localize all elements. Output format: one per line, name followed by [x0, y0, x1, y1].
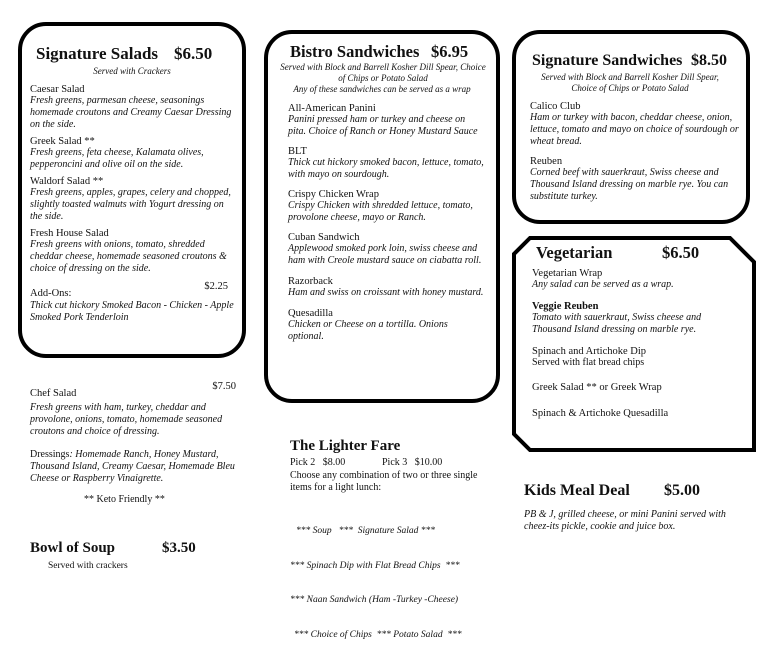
- kids-desc: PB & J, grilled cheese, or mini Panini served with cheez-its pickle, cookie and juice box.: [524, 509, 726, 532]
- menu-item-desc: Ham or turkey with bacon, cheddar cheese, onion, lettuce, tomato and mayo on choice of sourdough or wheat bread.: [530, 112, 739, 147]
- salads-subtitle: Served with Crackers: [93, 66, 171, 76]
- menu-item-name: Veggie Reuben: [532, 301, 599, 312]
- menu-item-desc: Fresh greens, apples, grapes, celery and chopped, slightly toasted walmuts with Yogurt dressing on the side.: [30, 187, 231, 222]
- bistro-list: [288, 103, 484, 343]
- chef-salad: [30, 381, 242, 438]
- signature-title: Signature Sandwiches: [532, 52, 683, 69]
- menu-item-name: Greek Salad ** or Greek Wrap: [532, 382, 662, 393]
- menu-item-name: Cuban Sandwich: [288, 232, 360, 243]
- bistro-subtitle-wrap: Any of these sandwiches can be served as a wrap: [293, 84, 471, 94]
- salads-list: [30, 84, 238, 324]
- menu-item-desc: Fresh greens, parmesan cheese, seasonings homemade croutons and Creamy Caesar Dressing on the side.: [30, 95, 232, 130]
- addons-desc: Thick cut hickory Smoked Bacon - Chicken - Apple Smoked Pork Tenderloin: [30, 300, 234, 323]
- signature-price: $8.50: [691, 52, 727, 69]
- menu-item-name: Greek Salad **: [30, 136, 95, 147]
- dressings: [30, 449, 242, 485]
- bistro-title: Bistro Sandwiches: [290, 42, 420, 61]
- menu-item-desc: Applewood smoked pork loin, swiss cheese and ham with Creole mustard sauce on ciabatta roll.: [288, 243, 482, 266]
- menu-item-name: Quesadilla: [288, 308, 333, 319]
- lighter-title: The Lighter Fare: [290, 438, 401, 454]
- menu-item-name: Calico Club: [530, 101, 581, 112]
- vegetarian-box: [512, 236, 756, 452]
- menu-item-name: Vegetarian Wrap: [532, 268, 603, 279]
- bistro-sandwiches-box: [264, 30, 500, 403]
- lighter-pick3: Pick 3 $10.00: [382, 457, 443, 468]
- soup-subtitle: Served with crackers: [48, 561, 128, 571]
- lighter-option: *** Choice of Chips *** Potato Salad ***: [294, 629, 462, 640]
- menu-item-name: Razorback: [288, 276, 333, 287]
- addons-row: [30, 281, 238, 300]
- lighter-desc: Choose any combination of two or three single items for a light lunch:: [290, 470, 478, 493]
- bistro-price: $6.95: [431, 42, 469, 61]
- menu-item-desc: Chicken or Cheese on a tortilla. Onions optional.: [288, 319, 448, 342]
- lighter-option: *** Naan Sandwich (Ham -Turkey -Cheese): [290, 595, 459, 605]
- menu-item-name: BLT: [288, 146, 307, 157]
- lighter-pick2: Pick 2 $8.00: [290, 457, 346, 468]
- dressings-label: Dressings: [30, 449, 70, 460]
- signature-salads-box: [18, 22, 246, 358]
- menu-item-desc: Ham and swiss on croissant with honey mustard.: [288, 287, 484, 298]
- kids-price: $5.00: [664, 482, 700, 499]
- menu-item-name: Caesar Salad: [30, 84, 85, 95]
- menu-item-desc: Fresh greens, feta cheese, Kalamata olives, pepperoncini and olive oil on the side.: [30, 147, 204, 170]
- menu-item-desc: Tomato with sauerkraut, Swiss cheese and Thousand Island dressing on marble rye.: [532, 312, 702, 335]
- menu-item-name: Reuben: [530, 156, 563, 167]
- lighter-options: [288, 503, 498, 653]
- menu-item-desc: Crispy Chicken with shredded lettuce, tomato, provolone cheese, mayo or Ranch.: [288, 200, 473, 223]
- menu-item-name: All-American Panini: [288, 103, 376, 114]
- soup-title: Bowl of Soup: [30, 540, 116, 556]
- menu-item-desc: Corned beef with sauerkraut, Swiss cheese and Thousand Island dressing on marble rye. You can substitute turkey.: [530, 167, 729, 202]
- salads-title: Signature Salads: [36, 44, 159, 63]
- dressings-list: : Homemade Ranch, Honey Mustard, Thousand Island, Creamy Caesar, Homemade Bleu Cheese or Raspberry Vinaigrette.: [30, 449, 235, 484]
- menu-item-name: Crispy Chicken Wrap: [288, 189, 379, 200]
- menu-item-desc: Fresh greens with onions, tomato, shredded cheddar cheese, homemade seasoned croutons & choice of dressing on the side.: [30, 239, 227, 274]
- salads-price: $6.50: [174, 44, 213, 63]
- menu-item-desc: Served with flat bread chips: [532, 357, 645, 368]
- addons-label: Add-Ons:: [30, 288, 72, 299]
- bistro-subtitle: Served with Block and Barrell Kosher Dill Spear, Choice of Chips or Potato Salad: [280, 62, 486, 83]
- chef-salad-price: $7.50: [212, 381, 236, 392]
- addons-price: $2.25: [204, 281, 228, 292]
- soup-price: $3.50: [162, 540, 196, 556]
- lighter-option: *** Spinach Dip with Flat Bread Chips ***: [290, 560, 460, 571]
- veg-price: $6.50: [662, 243, 700, 262]
- kids-title: Kids Meal Deal: [524, 482, 630, 499]
- signature-sandwiches-box: [512, 30, 750, 224]
- menu-item-name: Waldorf Salad **: [30, 176, 104, 187]
- signature-subtitle: Served with Block and Barrell Kosher Dill Spear, Choice of Chips or Potato Salad: [541, 72, 719, 93]
- menu-item-desc: Panini pressed ham or turkey and cheese on pita. Choice of Ranch or Honey Mustard Sauce: [288, 114, 478, 137]
- keto-note: ** Keto Friendly **: [84, 494, 165, 505]
- veg-list: [532, 268, 742, 419]
- lighter-option: *** Soup *** Signature Salad ***: [296, 526, 435, 536]
- chef-salad-name: Chef Salad: [30, 388, 77, 399]
- menu-item-desc: Any salad can be served as a wrap.: [532, 279, 674, 290]
- menu-item-name: Spinach and Artichoke Dip: [532, 346, 647, 357]
- veg-title: Vegetarian: [536, 243, 613, 262]
- menu-item-name: Spinach & Artichoke Quesadilla: [532, 408, 669, 419]
- menu-item-desc: Thick cut hickory smoked bacon, lettuce, tomato, with mayo on sourdough.: [288, 157, 484, 180]
- signature-list: [530, 101, 742, 203]
- chef-salad-desc: Fresh greens with ham, turkey, cheddar and provolone, onions, tomato, homemade seasoned croutons and choice of dressing.: [30, 402, 223, 437]
- menu-item-name: Fresh House Salad: [30, 228, 109, 239]
